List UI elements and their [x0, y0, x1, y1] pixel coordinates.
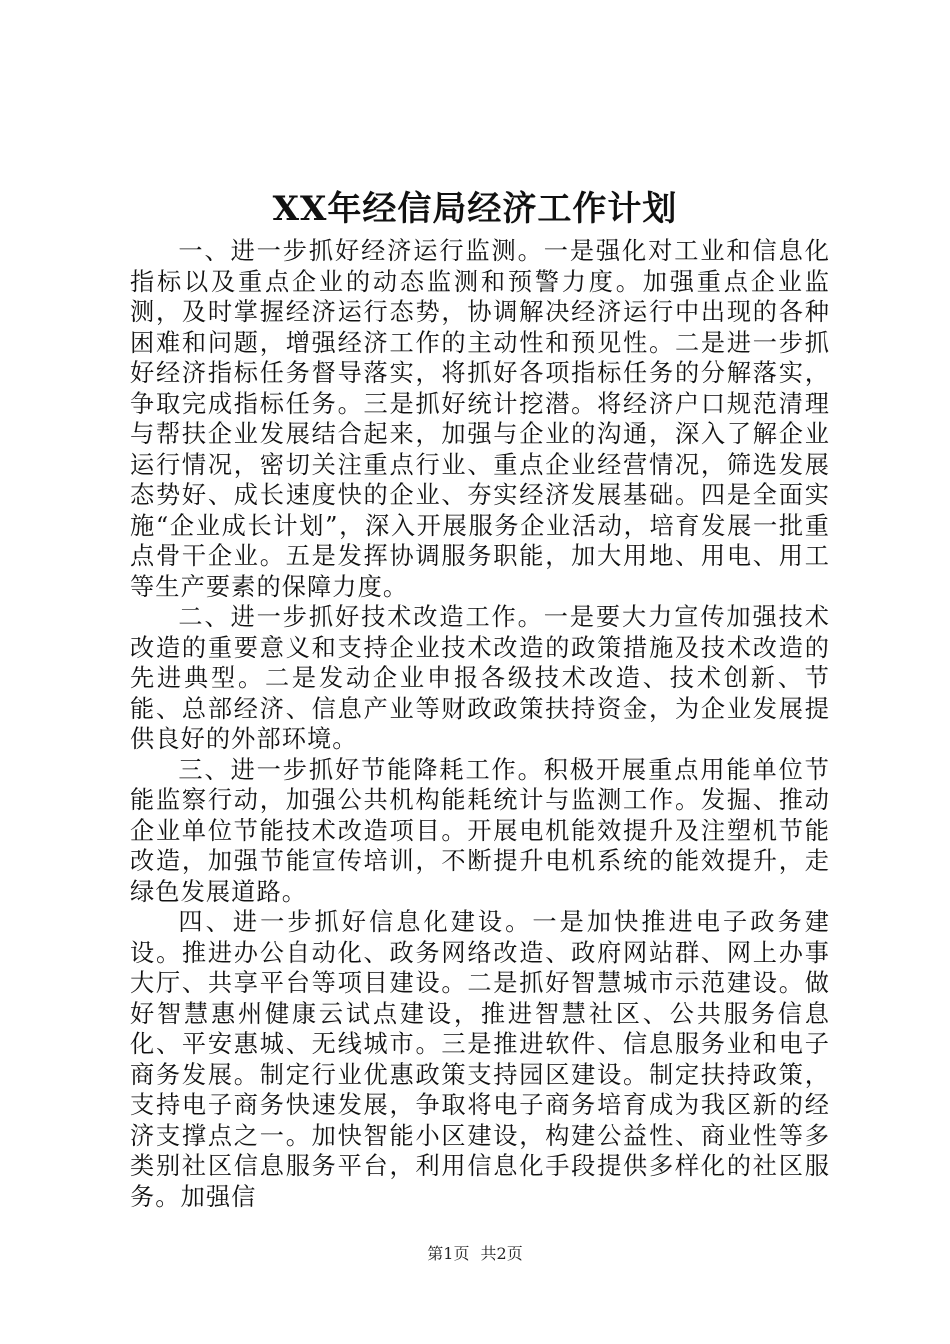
- document-body: [130, 236, 830, 1212]
- page-number-footer: 第1页 共2页: [427, 1244, 523, 1263]
- paragraph-3: 三、进一步抓好节能降耗工作。积极开展重点用能单位节能监察行动，加强公共机构能耗统计与监测工作。发掘、推动企业单位节能技术改造项目。开展电机能效提升及注塑机节能改造，加强节能宣传培训，不断提升电机系统的能效提升，走绿色发展道路。: [130, 755, 830, 906]
- paragraph-2: 二、进一步抓好技术改造工作。一是要大力宣传加强技术改造的重要意义和支持企业技术改造的政策措施及技术改造的先进典型。二是发动企业申报各级技术改造、技术创新、节能、总部经济、信息产业等财政政策扶持资金，为企业发展提供良好的外部环境。: [130, 603, 830, 753]
- paragraph-4: 四、进一步抓好信息化建设。一是加快推进电子政务建设。推进办公自动化、政务网络改造、政府网站群、网上办事大厅、共享平台等项目建设。二是抓好智慧城市示范建设。做好智慧惠州健康云试点建设，推进智慧社区、公共服务信息化、平安惠城、无线城市。三是推进软件、信息服务业和电子商务发展。制定行业优惠政策支持园区建设。制定扶持政策，支持电子商务快速发展，争取将电子商务培育成为我区新的经济支撑点之一。加快智能小区建设，构建公益性、商业性等多类别社区信息服务平台，利用信息化手段提供多样化的社区服务。加强信: [130, 908, 830, 1211]
- document-title: XX年经信局经济工作计划: [272, 189, 678, 229]
- paragraph-1: 一、进一步抓好经济运行监测。一是强化对工业和信息化指标以及重点企业的动态监测和预警力度。加强重点企业监测，及时掌握经济运行态势，协调解决经济运行中出现的各种困难和问题，增强经济工作的主动性和预见性。二是进一步抓好经济指标任务督导落实，将抓好各项指标任务的分解落实，争取完成指标任务。三是抓好统计挖潜。将经济户口规范清理与帮扶企业发展结合起来，加强与企业的沟通，深入了解企业运行情况，密切关注重点行业、重点企业经营情况，筛选发展态势好、成长速度快的企业、夯实经济发展基础。四是全面实施“企业成长计划”，深入开展服务企业活动，培育发展一批重点骨干企业。五是发挥协调服务职能，加大用地、用电、用工等生产要素的保障力度。: [130, 237, 830, 601]
